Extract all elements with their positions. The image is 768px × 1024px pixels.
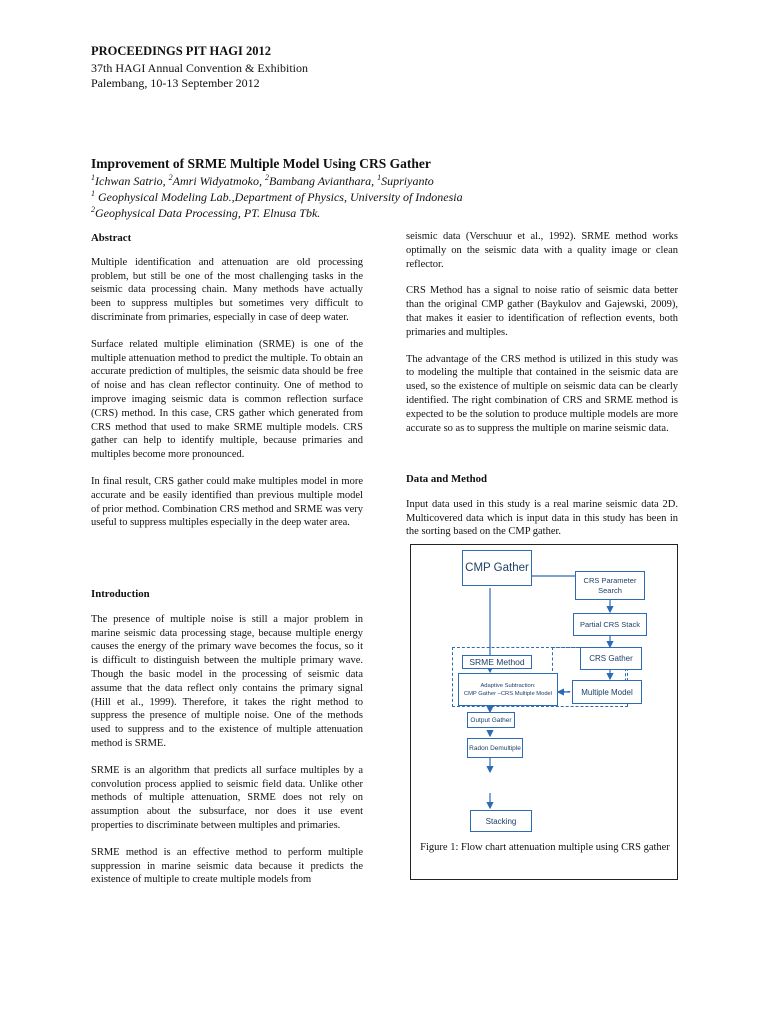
data-method-heading: Data and Method [406, 473, 487, 485]
convention-name: 37th HAGI Annual Convention & Exhibition [91, 61, 308, 75]
right-paragraph-3: The advantage of the CRS method is utilized in this study was to modeling the multiple that contained in the seismic data are used, so the existence of multiple on seismic data can be clearly identified. The right combination of CRS and SRME method is expected to be the solution to produce multiple models are more accurate so as to suppress the multiple on marine seismic data. [406, 353, 678, 434]
proceedings-title: PROCEEDINGS PIT HAGI 2012 [91, 44, 272, 58]
output-gather-box: Output Gather [467, 712, 515, 728]
right-column-text [406, 230, 678, 435]
affiliation-2: $^2$Geophysical Data Processing, PT. Elnusa Tbk. [91, 205, 321, 220]
radon-demultiple-box: Radon Demultiple [467, 738, 523, 758]
crs-parameter-search-box: CRS Parameter Search [575, 571, 645, 600]
data-method-paragraph-1: Input data used in this study is a real marine seismic data 2D. Multicovered data which is input data in this study has been in the sorting based on the CMP gather. [406, 498, 678, 538]
data-method-section [406, 473, 678, 539]
introduction-section [91, 588, 363, 887]
abstract-paragraph-1: Multiple identification and attenuation are old processing problem, but still be one of the most challenging tasks in the seismic data processing chain. Many methods have actually been to suppress multiples but sometimes very difficult to discriminate from primaries, especially in case of deep water. [91, 256, 363, 323]
adaptive-subtraction-box: Adaptive Subtraction: CMP Gather –CRS Multiple Model [458, 673, 558, 706]
author-list: $^1$Ichwan Satrio, $^2$Amri Widyatmoko, $^2$Bambang Avianthara, $^1$Supriyanto [91, 173, 434, 188]
introduction-paragraph-3: SRME method is an effective method to perform multiple suppression in marine seismic data because it predicts the existence of multiple to create multiple models from [91, 846, 363, 886]
introduction-heading: Introduction [91, 588, 150, 600]
right-paragraph-1: seismic data (Verschuur et al., 1992). SRME method works optimally on the seismic data with a quality image or clean reflector. [406, 231, 678, 270]
paper-title: Improvement of SRME Multiple Model Using CRS Gather [91, 156, 431, 171]
figure-caption: Figure 1: Flow chart attenuation multiple using CRS gather [420, 842, 670, 853]
abstract-section [91, 232, 363, 530]
right-paragraph-2: CRS Method has a signal to noise ratio of seismic data better than the original CMP gather (Baykulov and Gajewski, 2009), that makes it easier to identification of reflection events, both primaries and multiples. [406, 285, 678, 338]
stacking-box: Stacking [470, 810, 532, 832]
abstract-paragraph-2: Surface related multiple elimination (SRME) is one of the multiple attenuation method to predict the multiple. To obtain an accurate prediction of multiples, the seismic data should be free of noise and has clean reflector continuity. One of method to improve imaging seismic data is common reflection surface (CRS) method. In this case, CRS gather which generated from CRS method that used to make SRME multiple models. CRS gather can help to identify multiple, because primaries and multiples become more pronounced. [91, 338, 363, 461]
multiple-model-box: Multiple Model [572, 680, 642, 704]
convention-location: Palembang, 10-13 September 2012 [91, 76, 260, 90]
affiliation-1: $^1$ Geophysical Modeling Lab.,Department of Physics, University of Indonesia [91, 189, 463, 204]
abstract-paragraph-3: In final result, CRS gather could make multiples model in more accurate and be easily identified than previous multiple model of prior method. Combination CRS method and SRME was very useful to suppress multiples especially in the deep water area. [91, 475, 363, 529]
crs-gather-box: CRS Gather [580, 647, 642, 670]
introduction-paragraph-1: The presence of multiple noise is still a major problem in marine seismic data processing stage, because multiple energy causes the energy of the primary wave becomes the focus, so it is difficult to distinguish between the multiple primary wave. Though the basic model in the processing of seismic data assume that the data reflect only contains the primary signal (Hill et al., 1999). Therefore, it takes the right method to suppress the presence of multiple noise. One of the methods used to suppress and to the existence of multiple attenuation method is SRME. [91, 613, 363, 749]
partial-crs-stack-box: Partial CRS Stack [573, 613, 647, 636]
abstract-heading: Abstract [91, 232, 132, 244]
cmp-gather-box: CMP Gather [462, 550, 532, 586]
srme-method-label: SRME Method [462, 655, 532, 669]
introduction-paragraph-2: SRME is an algorithm that predicts all surface multiples by a convolution process applied to seismic field data. Unlike other methods of multiple attenuation, SRME does not rely on assumption about the subsurface, nor does it use event properties to discriminate between multiples and primaries. [91, 764, 363, 831]
